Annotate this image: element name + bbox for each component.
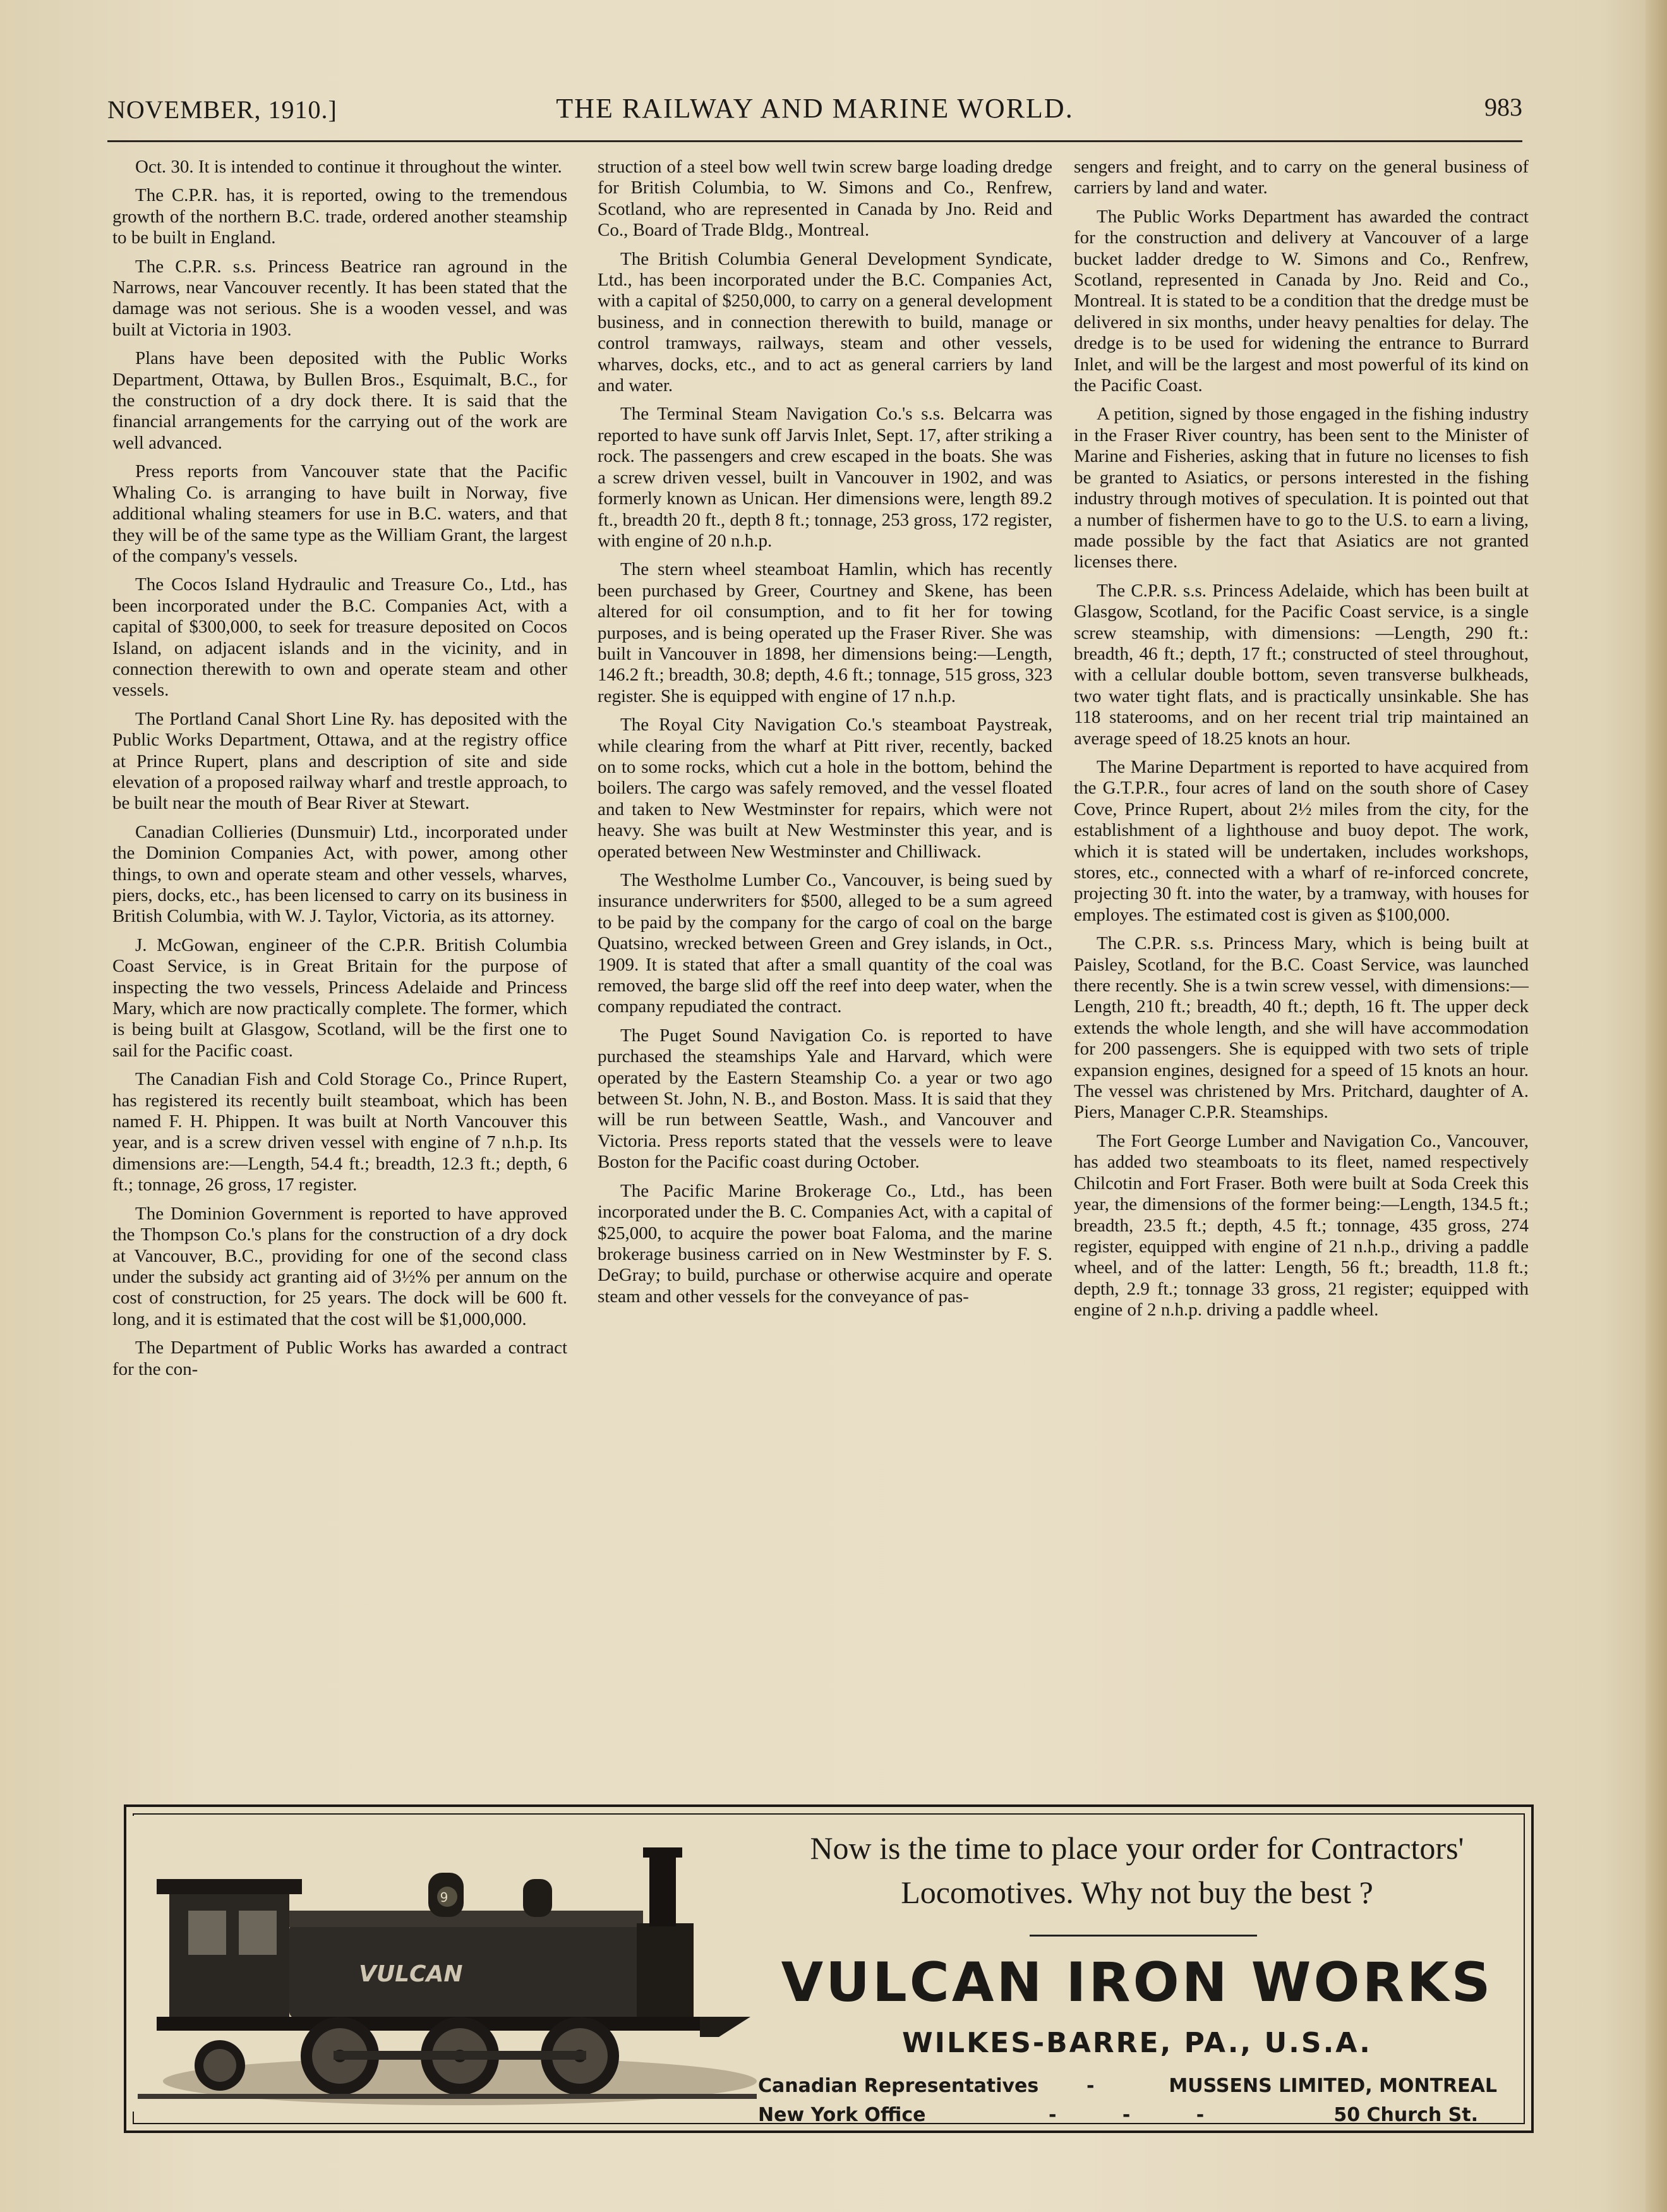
paragraph: The Cocos Island Hydraulic and Treasure Co., Ltd., has been incorporated under the B.C. Companies Act, with a capital of $300,000, to seek for treasure deposited on Cocos Island, on adjacent islands and in the vicinity, and in connection therewith to own and operate steam and other vessels. <box>112 574 567 701</box>
rep-name: MUSSENS LIMITED, MONTREAL <box>1169 2075 1497 2097</box>
loco-lettering: VULCAN <box>359 1961 463 1987</box>
loco-number: 9 <box>440 1890 448 1905</box>
paragraph: The Westholme Lumber Co., Vancouver, is being sued by insurance underwriters for $500, alleged to be a sum agreed to be paid by the company for the cargo of coal on the barge Quatsino, wrecked between Green and Grey islands, in Oct., 1909. It is stated that after a small quantity of the coal was removed, the barge slid off the reef into deep water, when the company repudiated the contract. <box>598 870 1052 1017</box>
ad-company-name: VULCAN IRON WORKS <box>781 1951 1493 2014</box>
paragraph: Press reports from Vancouver state that the Pacific Whaling Co. is arranging to have built in Norway, five additional whaling steamers for use in B.C. waters, and that they will be of the same type as the William Grant, the largest of the company's vessels. <box>112 461 567 566</box>
rep-dash: - <box>1086 2075 1095 2097</box>
paragraph: The C.P.R. s.s. Princess Mary, which is being built at Paisley, Scotland, for the B.C. Coast Service, was launched there recently. She is a twin screw vessel, with dimensions:—Length, 210 ft.; breadth, 40 ft.; depth, 16 ft. The upper deck extends the whole length, and she will have accommodation for 200 passengers. She is equipped with two sets of triple expansion engines, designed for a speed of 15 knots an hour. The vessel was christened by Mrs. Pritchard, daughter of A. Piers, Manager C.P.R. Steamships. <box>1074 933 1529 1123</box>
paragraph: The Department of Public Works has awarded a contract for the con- <box>112 1338 567 1379</box>
locomotive-illustration <box>131 1816 763 2112</box>
paragraph: The British Columbia General Development Syndicate, Ltd., has been incorporated under the B.C. Companies Act, with a capital of $250,000, to carry on a general development business, and in connection therewith to build, manage or control tramways, railways, steam and other vessels, wharves, docks, etc., and to act as general carriers by land and water. <box>598 248 1052 396</box>
paragraph: A petition, signed by those engaged in the fishing industry in the Fraser River country, has been sent to the Minister of Marine and Fisheries, asking that in future no licenses to fish be granted to Asiatics, or persons interested in the fishing industry through motives of speculation. It is pointed out that a number of fishermen have to go to the U.S. to earn a living, made possible by the fact that Asiatics are not granted licenses there. <box>1074 404 1529 572</box>
paragraph: The Dominion Government is reported to have approved the Thompson Co.'s plans for the construction of a dry dock at Vancouver, B.C., providing for one of the second class under the subsidy act granting aid of 3½% per annum on the cost of construction, for 25 years. The dock will be 600 ft. long, and it is estimated that the cost will be $1,000,000. <box>112 1203 567 1329</box>
paragraph: The stern wheel steamboat Hamlin, which has recently been purchased by Greer, Courtney and Skene, has been altered for oil consumption, and to fit her for towing purposes, and is being operated up the Fraser River. She was built in Vancouver in 1898, her dimensions being:—Length, 146.2 ft.; breadth, 30.8; depth, 4.6 ft.; tonnage, 515 gross, 323 register. She is equipped with engine of 17 n.h.p. <box>598 559 1052 706</box>
rep-label: Canadian Representatives <box>758 2075 1039 2097</box>
office-label: New York Office <box>758 2104 926 2126</box>
ad-headline-line-1: Now is the time to place your order for Contractors' <box>810 1830 1464 1866</box>
column-2 <box>598 157 1052 1780</box>
ad-headline <box>758 1826 1516 1914</box>
paragraph: struction of a steel bow well twin screw barge loading dredge for British Columbia, to W. Simons and Co., Renfrew, Scotland, who are represented in Canada by Jno. Reid and Co., Board of Trade Bldg., Montreal. <box>598 157 1052 241</box>
office-address: 50 Church St. <box>1333 2104 1478 2126</box>
paragraph: The C.P.R. s.s. Princess Adelaide, which has been built at Glasgow, Scotland, for the Pacific Coast service, is a single screw steamship, with dimensions: —Length, 290 ft.: breadth, 46 ft.; depth, 17 ft.; constructed of steel throughout, with a cellular double bottom, seven transverse bulkheads, two water tight flats, and is practically unsinkable. She has 118 staterooms, and on her recent trial trip maintained an average speed of 18.25 knots an hour. <box>1074 580 1529 749</box>
page-number: 983 <box>1484 93 1522 121</box>
page-edge <box>1646 0 1667 2212</box>
paragraph: The C.P.R. has, it is reported, owing to the tremendous growth of the northern B.C. trade, ordered another steamship to be built in England. <box>112 185 567 248</box>
ad-city: WILKES-BARRE, PA., U.S.A. <box>902 2027 1372 2059</box>
ad-headline-line-2: Locomotives. Why not buy the best ? <box>901 1875 1373 1910</box>
header-rule <box>107 140 1522 142</box>
paragraph: The C.P.R. s.s. Princess Beatrice ran aground in the Narrows, near Vancouver recently. It has been stated that the damage was not serious. She is a wooden vessel, and was built at Victoria in 1903. <box>112 256 567 340</box>
paragraph: The Pacific Marine Brokerage Co., Ltd., has been incorporated under the B. C. Companies Act, with a capital of $25,000, to acquire the power boat Faloma, and the marine brokerage business carried on in New Westminster by F. S. DeGray; to build, purchase or otherwise acquire and operate steam and other vessels for the conveyance of pas- <box>598 1180 1052 1307</box>
column-1 <box>112 157 567 1780</box>
paragraph: The Royal City Navigation Co.'s steamboat Paystreak, while clearing from the wharf at Pitt river, recently, backed on to some rocks, which cut a hole in the bottom, behind the boilers. The cargo was safely removed, and the vessel floated and taken to New Westminster for repairs, which were not heavy. She was built at New Westminster this year, and is operated between New Westminster and Chilliwack. <box>598 715 1052 862</box>
paragraph: The Puget Sound Navigation Co. is reported to have purchased the steamships Yale and Harvard, which were operated by the Eastern Steamship Co. a year or two ago between St. John, N. B., and Boston. Mass. It is said that they will be run between Seattle, Wash., and Vancouver and Victoria. Press reports stated that the vessels were to leave Boston for the Pacific coast during October. <box>598 1025 1052 1173</box>
issue-date: NOVEMBER, 1910.] <box>107 95 337 124</box>
ad-divider <box>1030 1935 1257 1937</box>
paragraph: Oct. 30. It is intended to continue it throughout the winter. <box>135 157 562 177</box>
paragraph: The Fort George Lumber and Navigation Co., Vancouver, has added two steamboats to its fleet, named respectively Chilcotin and Fort Fraser. Both were built at Soda Creek this year, the dimensions of the former being:—Length, 134.5 ft.; breadth, 23.5 ft.; depth, 4.5 ft.; tonnage, 435 gross, 274 register, equipped with engine of 21 n.h.p., driving a paddle wheel, and of the latter: Length, 56 ft.; breadth, 11.8 ft.; depth, 2.9 ft.; tonnage 33 gross, 21 register; equipped with engine of 2 n.h.p. driving a paddle wheel. <box>1074 1130 1529 1321</box>
column-3 <box>1074 157 1529 1780</box>
paragraph: Plans have been deposited with the Public Works Department, Ottawa, by Bullen Bros., Esquimalt, B.C., for the construction of a dry dock there. It is said that the financial arrangements for the carrying out of the work are well advanced. <box>112 348 567 453</box>
paragraph: The Public Works Department has awarded the contract for the construction and delivery at Vancouver of a large bucket ladder dredge to W. Simons and Co., Renfrew, Scotland, represented in Canada by Jno. Reid and Co., Montreal. It is stated to be a condition that the dredge must be delivered in six months, under heavy penalties for delay. The dredge is to be used for widening the entrance to Burrard Inlet, and will be the largest and most powerful of its kind on the Pacific Coast. <box>1074 206 1529 396</box>
journal-title: THE RAILWAY AND MARINE WORLD. <box>556 93 1074 124</box>
office-dashes: - - - <box>1049 2104 1205 2126</box>
vulcan-advertisement <box>124 1804 1534 2133</box>
paragraph: The Terminal Steam Navigation Co.'s s.s. Belcarra was reported to have sunk off Jarvis Inlet, Sept. 17, after striking a rock. The passengers and crew escaped in the boats. She was a screw driven vessel, built in Vancouver in 1902, and was formerly known as Unican. Her dimensions were, length 89.2 ft., breadth 20 ft., depth 8 ft.; tonnage, 253 gross, 172 register, with engine of 20 n.h.p. <box>598 404 1052 551</box>
paragraph: sengers and freight, and to carry on the general business of carriers by land and water. <box>1074 157 1529 198</box>
running-header <box>107 88 1522 139</box>
paragraph: Canadian Collieries (Dunsmuir) Ltd., incorporated under the Dominion Companies Act, with power, among other things, to own and operate steam and other vessels, wharves, piers, docks, etc., has been licensed to carry on its business in British Columbia, with W. J. Taylor, Victoria, as its attorney. <box>112 821 567 927</box>
paragraph: The Marine Department is reported to have acquired from the G.T.P.R., four acres of land on the south shore of Casey Cove, Prince Rupert, about 2½ miles from the city, for the establishment of a lighthouse and buoy depot. The work, which it is stated will be undertaken, includes workshops, stores, etc., connected with a wharf of re-inforced concrete, projecting 30 ft. into the water, by a tramway, with houses for employes. The estimated cost is given as $100,000. <box>1074 756 1529 925</box>
paragraph: The Canadian Fish and Cold Storage Co., Prince Rupert, has registered its recently built steamboat, which has been named F. H. Phippen. It was built at North Vancouver this year, and is a screw driven vessel with engine of 7 n.h.p. Its dimensions are:—Length, 54.4 ft.; breadth, 12.3 ft.; depth, 6 ft.; tonnage, 26 gross, 17 register. <box>112 1069 567 1195</box>
paragraph: J. McGowan, engineer of the C.P.R. British Columbia Coast Service, is in Great Britain for the purpose of inspecting the two vessels, Princess Adelaide and Princess Mary, which are now practically complete. The former, which is being built at Glasgow, Scotland, will be the first one to sail for the Pacific coast. <box>112 934 567 1061</box>
paragraph: The Portland Canal Short Line Ry. has deposited with the Public Works Department, Ottawa, and at the registry office at Prince Rupert, plans and description of site and side elevation of a proposed railway wharf and trestle approach, to be built near the mouth of Bear River at Stewart. <box>112 708 567 814</box>
